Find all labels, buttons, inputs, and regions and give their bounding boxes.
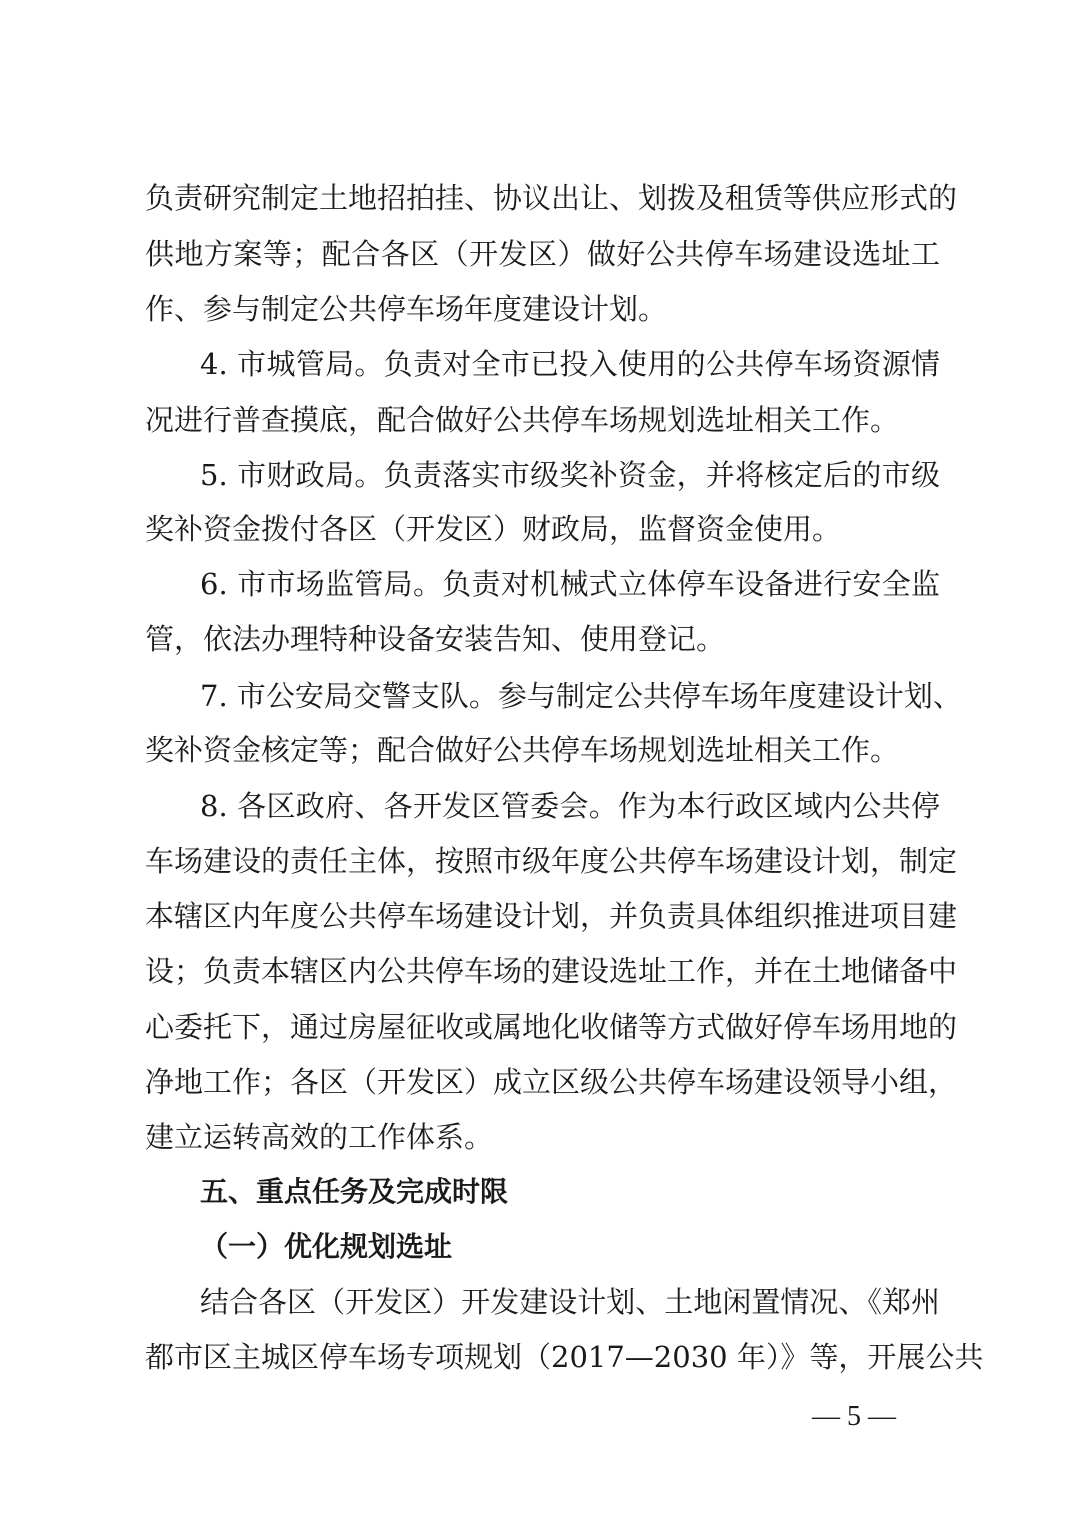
subsection-heading: （一）优化规划选址 xyxy=(200,1230,453,1263)
body-text-line: 建立运转高效的工作体系。 xyxy=(145,1120,494,1154)
body-text-line: 7. 市公安局交警支队。参与制定公共停车场年度建设计划、 xyxy=(200,679,962,713)
body-text-line: 结合各区（开发区）开发建设计划、土地闲置情况、《郑州 xyxy=(200,1285,940,1319)
body-text-line: 管，依法办理特种设备安装告知、使用登记。 xyxy=(145,622,726,656)
body-text-line: 车场建设的责任主体，按照市级年度公共停车场建设计划，制定 xyxy=(145,844,958,878)
body-text-line: 作、参与制定公共停车场年度建设计划。 xyxy=(145,292,668,326)
body-text-line: 奖补资金拨付各区（开发区）财政局，监督资金使用。 xyxy=(145,512,842,546)
body-text-line: 6. 市市场监管局。负责对机械式立体停车设备进行安全监 xyxy=(200,567,940,601)
body-text-line: 5. 市财政局。负责落实市级奖补资金，并将核定后的市级 xyxy=(200,458,940,492)
body-text-line: 都市区主城区停车场专项规划（2017—2030 年）》等，开展公共 xyxy=(145,1340,984,1374)
page-number: — 5 — xyxy=(812,1401,896,1432)
body-text-line: 心委托下，通过房屋征收或属地化收储等方式做好停车场用地的 xyxy=(145,1010,958,1044)
body-text-line: 设；负责本辖区内公共停车场的建设选址工作，并在土地储备中 xyxy=(145,954,958,988)
body-text-line: 况进行普查摸底，配合做好公共停车场规划选址相关工作。 xyxy=(145,403,900,437)
body-text-line: 本辖区内年度公共停车场建设计划，并负责具体组织推进项目建 xyxy=(145,899,958,933)
body-text-line: 4. 市城管局。负责对全市已投入使用的公共停车场资源情 xyxy=(200,347,940,381)
page-number-row xyxy=(0,1397,1080,1437)
body-text-line: 奖补资金核定等；配合做好公共停车场规划选址相关工作。 xyxy=(145,733,900,767)
body-text-line: 净地工作；各区（开发区）成立区级公共停车场建设领导小组， xyxy=(145,1065,958,1099)
body-text-line: 供地方案等；配合各区（开发区）做好公共停车场建设选址工 xyxy=(145,237,940,271)
body-text-line: 8. 各区政府、各开发区管委会。作为本行政区域内公共停 xyxy=(200,789,940,823)
section-heading: 五、重点任务及完成时限 xyxy=(200,1175,509,1208)
body-text-line: 负责研究制定土地招拍挂、协议出让、划拨及租赁等供应形式的 xyxy=(145,181,958,215)
